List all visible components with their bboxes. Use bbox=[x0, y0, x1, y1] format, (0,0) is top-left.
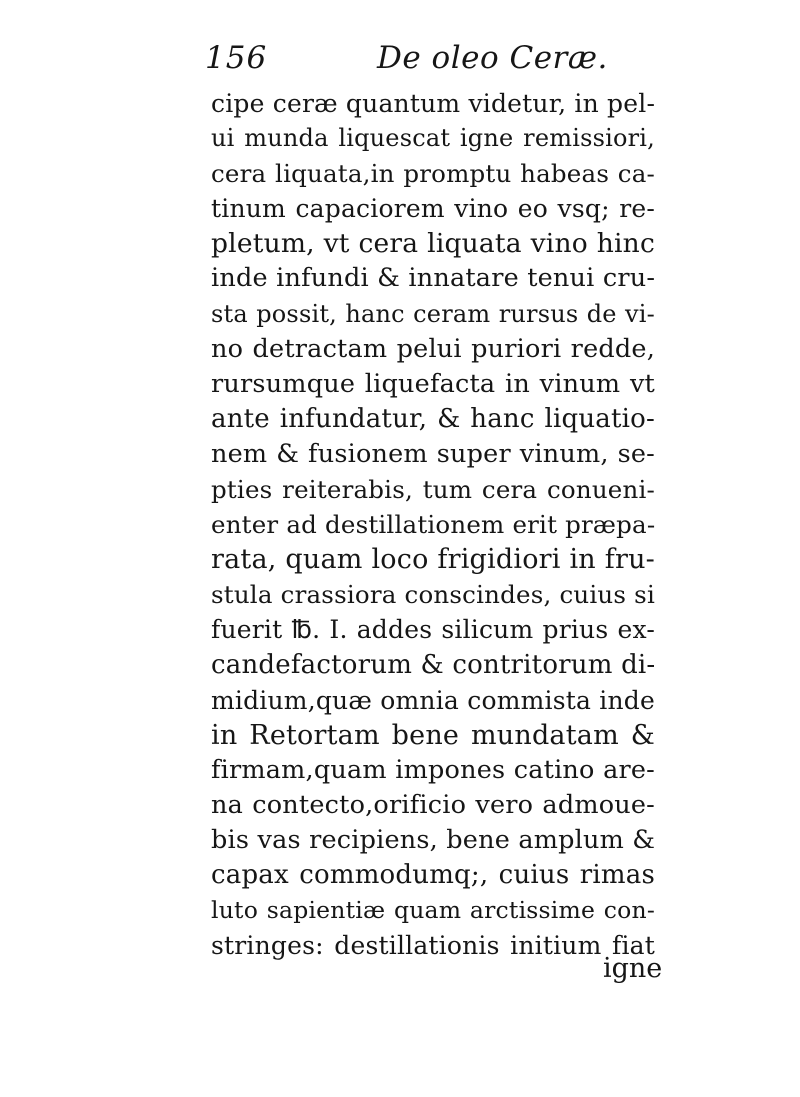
text-line: ante infundatur, & hanc liquatio- bbox=[211, 403, 655, 434]
text-line: capax commodumq;, cuius rimas bbox=[211, 860, 655, 891]
text-line: luto sapientiæ quam arctissime con- bbox=[211, 896, 655, 925]
text-line: candefactorum & contritorum di- bbox=[211, 649, 655, 680]
text-line: pties reiterabis, tum cera conueni- bbox=[211, 475, 655, 505]
text-line: sta possit, hanc ceram rursus de vi- bbox=[211, 299, 655, 328]
text-line: enter ad destillationem erit præpa- bbox=[211, 510, 655, 540]
page-number: 156 bbox=[205, 40, 268, 76]
text-line: firmam,quam impones catino are- bbox=[211, 754, 655, 785]
text-line: cipe ceræ quantum videtur, in pel- bbox=[211, 89, 655, 118]
text-line: cera liquata,in promptu habeas ca- bbox=[211, 159, 655, 189]
text-line: rata, quam loco frigidiori in fru- bbox=[211, 544, 655, 576]
text-line: stula crassiora conscindes, cuius si bbox=[211, 580, 655, 610]
text-line: pletum, vt cera liquata vino hinc bbox=[211, 228, 655, 260]
text-line: rursumque liquefacta in vinum vt bbox=[211, 368, 655, 399]
text-line: ui munda liquescat igne remissiori, bbox=[211, 124, 655, 153]
text-line: no detractam pelui puriori redde, bbox=[211, 333, 655, 364]
text-line: inde infundi & innatare tenui cru- bbox=[211, 263, 655, 294]
text-line: stringes: destillationis initium fiat bbox=[211, 931, 655, 961]
text-line: midium,quæ omnia commista inde bbox=[211, 685, 655, 715]
text-line: bis vas recipiens, bene amplum & bbox=[211, 824, 655, 855]
text-line: nem & fusionem super vinum, se- bbox=[211, 438, 655, 469]
catchword: igne bbox=[603, 953, 663, 984]
body-text bbox=[211, 86, 655, 963]
text-line: in Retortam bene mundatam & bbox=[211, 719, 655, 751]
page-header bbox=[205, 40, 645, 86]
text-line: na contecto,orificio vero admoue- bbox=[211, 789, 655, 820]
text-line: tinum capaciorem vino eo vsq; re- bbox=[211, 194, 655, 224]
running-title: De oleo Ceræ. bbox=[377, 40, 608, 76]
text-line: fuerit ℔. I. addes silicum prius ex- bbox=[211, 615, 655, 645]
